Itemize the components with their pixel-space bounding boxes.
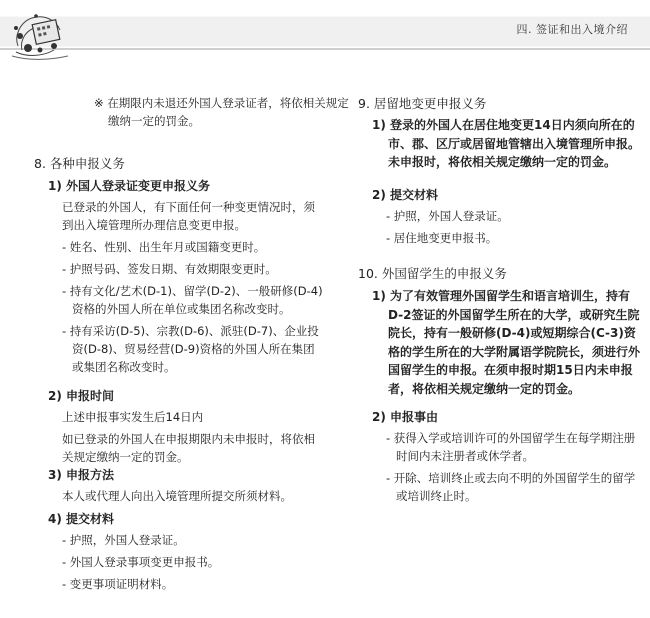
section-8-3-title: 3) 申报方法 (48, 468, 115, 482)
section-10-2 (372, 408, 640, 505)
list-item: - 护照，外国人登录证。 (62, 533, 185, 547)
section-8-2-title: 2) 申报时间 (48, 389, 115, 403)
list-item: - 护照号码、签发日期、有效期限变更时。 (62, 262, 277, 276)
section-8-1-intro: 已登录的外国人，有下面任何一种变更情况时，须到出入境管理所办理信息变更申报。 (62, 200, 315, 232)
list-item: - 持有文化/艺术(D-1)、留学(D-2)、一般研修(D-4)资格的外国人所在单位或集团名称改变时。 (62, 284, 323, 316)
chapter-title: 四. 签证和出入境介绍 (516, 23, 628, 36)
list-item: - 姓名、性别、出生年月或国籍变更时。 (62, 240, 266, 254)
section-8-4-title: 4) 提交材料 (48, 512, 115, 526)
section-8-3 (48, 466, 324, 505)
list-item: - 获得入学或培训许可的外国留学生在每学期注册时间内未注册者或休学者。 (386, 431, 636, 463)
decorative-emblem-icon (10, 6, 70, 62)
section-9-1-text: 1) 登录的外国人在居住地变更14日内须向所在的市、郡、区厅或居留地管辖出入境管理所申报。未申报时，将依相关规定缴纳一定的罚金。 (372, 118, 641, 169)
section-8-1 (48, 177, 324, 376)
section-8-3-method: 本人或代理人向出入境管理所提交所须材料。 (62, 489, 292, 503)
section-9-title: 9. 居留地变更申报义务 (358, 96, 487, 111)
penalty-note-text: ※ 在期限内未退还外国人登录证者，将依相关规定缴纳一定的罚金。 (94, 96, 349, 128)
list-item: - 变更事项证明材料。 (62, 577, 174, 591)
penalty-note (64, 94, 358, 130)
list-item: - 持有采访(D-5)、宗教(D-6)、派驻(D-7)、企业投资(D-8)、贸易经营(D-9)资格的外国人所在集团或集团名称改变时。 (62, 324, 319, 374)
section-8-2 (48, 387, 324, 466)
section-10-1-text: 1) 为了有效管理外国留学生和语言培训生，持有D-2签证的外国留学生所在的大学，或研究生院院长，持有一般研修(D-4)或短期综合(C-3)资格的学生所在的大学附属语学院院长，须进行外国留学生的申报。在须申报时期15日内未申报者，将依相关规定缴纳一定的罚金。 (372, 289, 641, 396)
list-item: - 外国人登录事项变更申报书。 (62, 555, 220, 569)
list-item: - 居住地变更申报书。 (386, 231, 498, 245)
list-item: - 护照，外国人登录证。 (386, 209, 509, 223)
section-10-1 (372, 287, 640, 398)
section-9-1 (372, 116, 640, 172)
section-10-2-title: 2) 申报事由 (372, 410, 439, 424)
section-9-2 (372, 186, 640, 247)
list-item: - 开除、培训终止或去向不明的外国留学生的留学或培训终止时。 (386, 471, 636, 503)
section-8-2-deadline: 上述申报事实发生后14日内 (62, 410, 204, 424)
section-8-4 (48, 510, 324, 593)
header-divider (0, 48, 650, 50)
section-8-2-penalty: 如已登录的外国人在申报期限内未申报时，将依相关规定缴纳一定的罚金。 (62, 432, 315, 464)
section-8-1-title: 1) 外国人登录证变更申报义务 (48, 179, 211, 193)
section-8-title: 8. 各种申报义务 (34, 156, 125, 171)
section-9-2-title: 2) 提交材料 (372, 188, 439, 202)
section-10-title: 10. 外国留学生的申报义务 (358, 266, 507, 281)
